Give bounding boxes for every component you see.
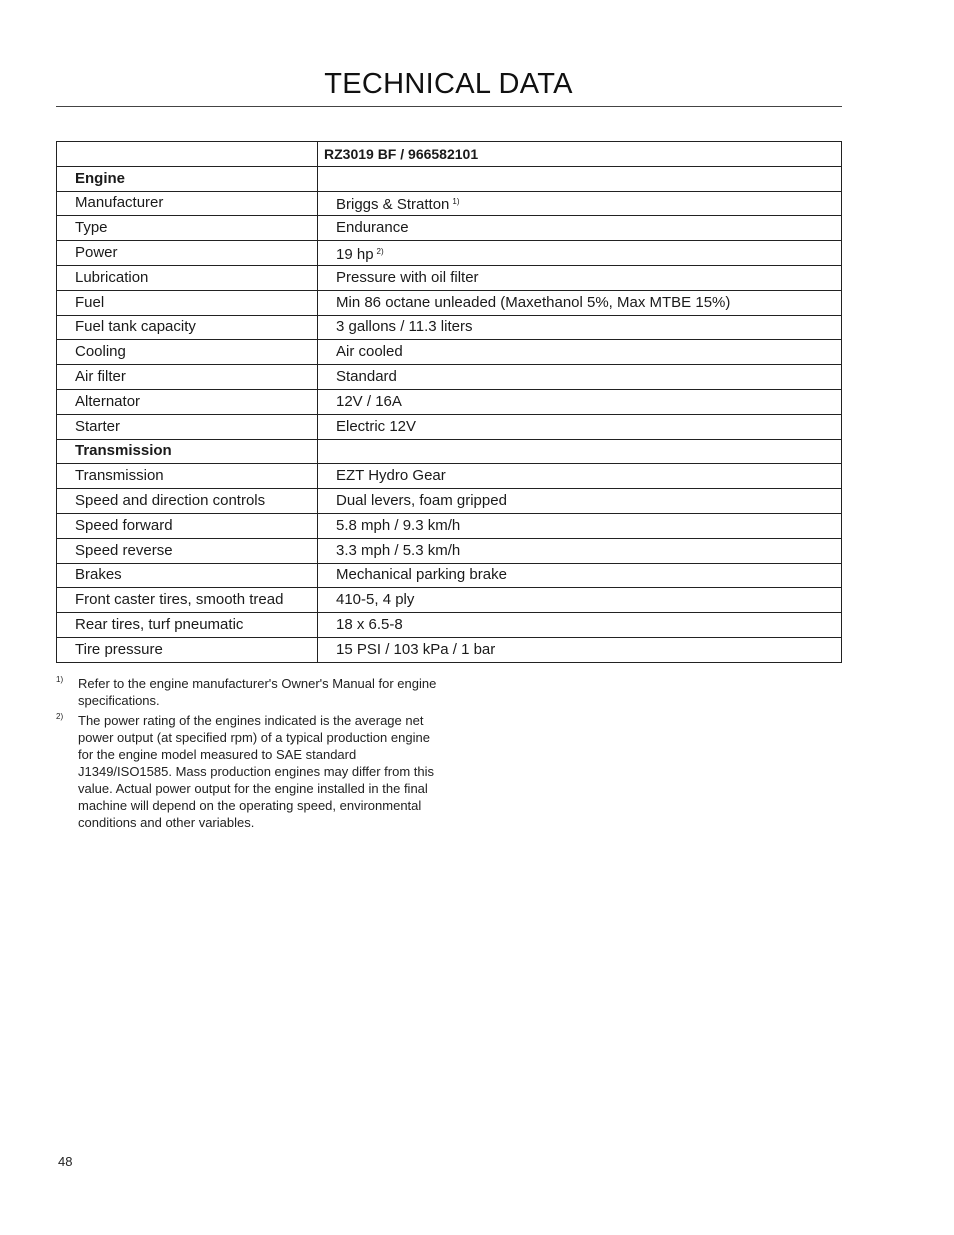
spec-value: 3 gallons / 11.3 liters — [336, 318, 473, 336]
spec-label: Fuel — [57, 290, 318, 315]
spec-value: 5.8 mph / 9.3 km/h — [336, 516, 461, 534]
spec-value-cell — [318, 265, 842, 290]
table-row — [57, 414, 842, 439]
spec-value: Mechanical parking brake — [336, 566, 507, 584]
table-row — [57, 637, 842, 662]
technical-data-table — [56, 141, 842, 663]
table-row — [57, 613, 842, 638]
spec-value: Dual levers, foam gripped — [336, 492, 507, 510]
spec-value-cell — [318, 513, 842, 538]
table-row — [57, 290, 842, 315]
spec-value-cell — [318, 637, 842, 662]
section-heading: Engine — [57, 166, 318, 191]
footnote-item — [56, 712, 446, 831]
spec-value: Standard — [336, 368, 397, 386]
spec-label: Tire pressure — [57, 637, 318, 662]
spec-value-cell — [318, 340, 842, 365]
footnote-reference: 2) — [376, 246, 384, 256]
spec-label: Power — [57, 241, 318, 266]
spec-label: Alternator — [57, 389, 318, 414]
spec-value-cell — [318, 241, 842, 266]
table-row — [57, 340, 842, 365]
table-row — [57, 563, 842, 588]
table-header-row — [57, 142, 842, 167]
footnote-marker: 2) — [56, 712, 64, 721]
spec-value: Pressure with oil filter — [336, 268, 479, 286]
spec-value-cell — [318, 315, 842, 340]
spec-value-cell — [318, 439, 842, 464]
spec-value-cell — [318, 290, 842, 315]
spec-value-cell — [318, 414, 842, 439]
spec-value-cell — [318, 191, 842, 216]
spec-label: Fuel tank capacity — [57, 315, 318, 340]
spec-value-cell — [318, 216, 842, 241]
footnote-text: The power rating of the engines indicated is the average net power output (at specified rpm) of a typical production engine for the engine model measured to SAE standard J1349/ISO1585. Mass production engines may differ from this value. Actual power output for the engine installed in the final machine will depend on the operating speed, environmental conditions and other variables. — [78, 713, 435, 830]
spec-label: Type — [57, 216, 318, 241]
spec-value: 3.3 mph / 5.3 km/h — [336, 541, 461, 559]
section-row — [57, 439, 842, 464]
table-row — [57, 241, 842, 266]
header-label-cell — [57, 142, 318, 167]
spec-label: Speed and direction controls — [57, 489, 318, 514]
spec-value: 19 hp — [336, 245, 374, 263]
title-divider — [56, 106, 842, 107]
spec-value-cell — [318, 563, 842, 588]
spec-label: Starter — [57, 414, 318, 439]
table-row — [57, 489, 842, 514]
section-row — [57, 166, 842, 191]
footnotes — [56, 675, 446, 834]
spec-label: Air filter — [57, 365, 318, 390]
spec-value: Air cooled — [336, 343, 403, 361]
table-row — [57, 365, 842, 390]
spec-value: EZT Hydro Gear — [336, 467, 446, 485]
table-row — [57, 389, 842, 414]
page-number: 48 — [58, 1154, 73, 1169]
spec-value: Electric 12V — [336, 417, 417, 435]
table-row — [57, 265, 842, 290]
footnote-item — [56, 675, 446, 709]
spec-value-cell — [318, 365, 842, 390]
spec-label: Brakes — [57, 563, 318, 588]
spec-value-cell — [318, 489, 842, 514]
spec-label: Lubrication — [57, 265, 318, 290]
section-heading: Transmission — [57, 439, 318, 464]
spec-value: Briggs & Stratton — [336, 195, 450, 213]
footnote-marker: 1) — [56, 675, 64, 684]
footnote-text: Refer to the engine manufacturer's Owner's Manual for engine specifications. — [78, 676, 437, 708]
table-row — [57, 588, 842, 613]
spec-value: Endurance — [336, 219, 409, 237]
spec-label: Cooling — [57, 340, 318, 365]
table-row — [57, 513, 842, 538]
table-row — [57, 191, 842, 216]
spec-value-cell — [318, 464, 842, 489]
spec-label: Transmission — [57, 464, 318, 489]
spec-value-cell — [318, 613, 842, 638]
spec-value-cell — [318, 166, 842, 191]
spec-label: Speed reverse — [57, 538, 318, 563]
table-row — [57, 464, 842, 489]
spec-value-cell — [318, 389, 842, 414]
spec-label: Speed forward — [57, 513, 318, 538]
spec-label: Rear tires, turf pneumatic — [57, 613, 318, 638]
table-row — [57, 538, 842, 563]
table-row — [57, 315, 842, 340]
spec-value: 18 x 6.5-8 — [336, 616, 403, 634]
page-title: TECHNICAL DATA — [324, 68, 573, 100]
spec-value: Min 86 octane unleaded (Maxethanol 5%, Max MTBE 15%) — [336, 293, 731, 311]
table-row — [57, 216, 842, 241]
spec-label: Front caster tires, smooth tread — [57, 588, 318, 613]
footnote-reference: 1) — [452, 196, 460, 206]
spec-value: 410-5, 4 ply — [336, 591, 415, 609]
spec-value: 12V / 16A — [336, 392, 402, 410]
spec-value-cell — [318, 588, 842, 613]
spec-value-cell — [318, 538, 842, 563]
model-header: RZ3019 BF / 966582101 — [318, 142, 842, 167]
spec-label: Manufacturer — [57, 191, 318, 216]
spec-value: 15 PSI / 103 kPa / 1 bar — [336, 640, 496, 658]
